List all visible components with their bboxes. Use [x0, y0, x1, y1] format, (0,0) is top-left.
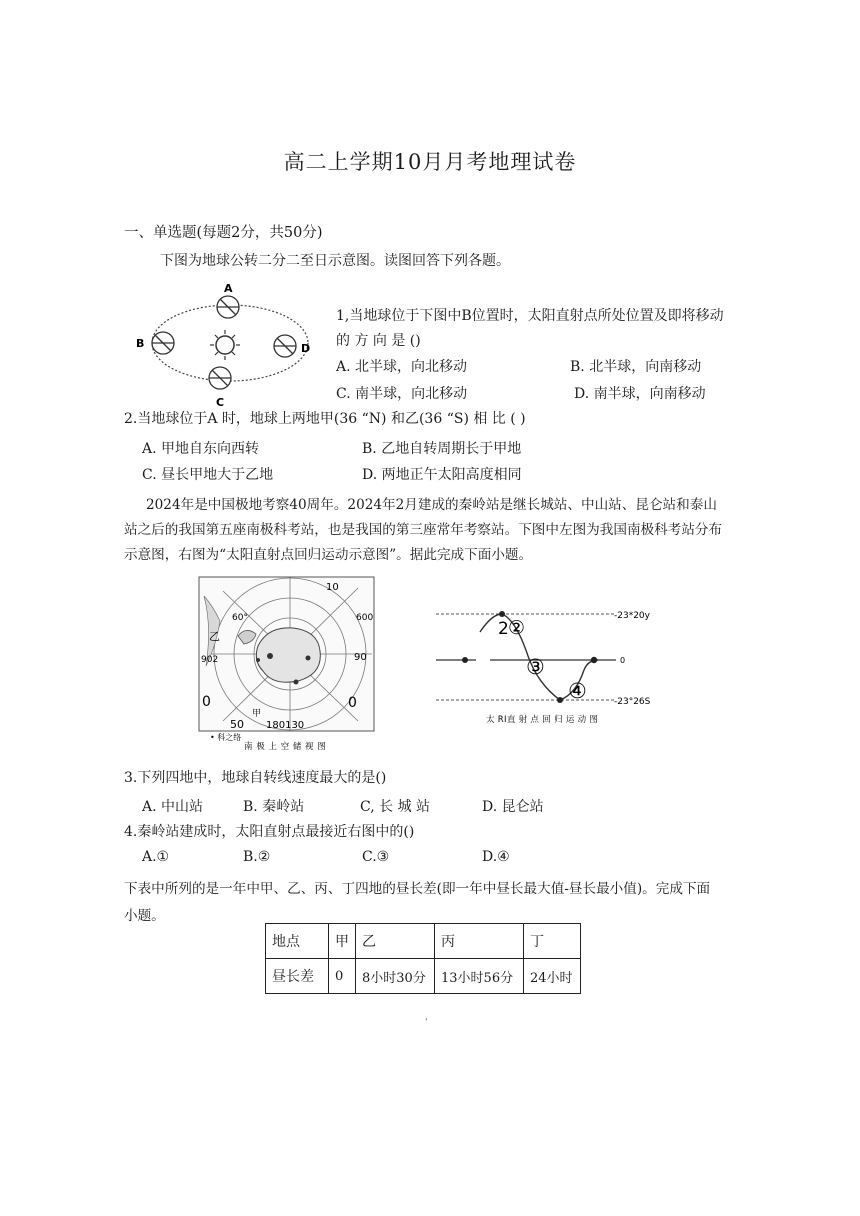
table-cell: 地点: [266, 924, 329, 959]
table-cell: 昼长差: [266, 959, 329, 994]
sun-migration-diagram: [432, 604, 664, 728]
map-label-10: 10: [326, 582, 339, 593]
q1-stem-line1: 1,当地球位于下图中B位置时，太阳直射点所处位置及即将移动: [336, 308, 724, 324]
orbit-label-c: C: [216, 396, 225, 409]
table-cell: 13小时56分: [435, 959, 524, 994]
map-label-60deg: 60°: [232, 613, 248, 623]
earth-c-icon: [209, 367, 231, 389]
orbit-label-d: D: [301, 342, 311, 355]
map-caption: 南 极 上 空 储 视 图: [244, 742, 327, 752]
table-cell: 丙: [435, 924, 524, 959]
q3-option-d: D. 昆仑站: [482, 799, 544, 815]
q1-option-b: B. 北半球，向南移动: [570, 359, 702, 375]
sun-marker-circle2: ②: [508, 617, 526, 639]
intro-text: 下图为地球公转二分二至日示意图。读图回答下列各题。: [160, 253, 510, 269]
passage-line1: 2024年是中国极地考察40周年。2024年2月建成的秦岭站是继长城站、中山站、昆仑站和泰山: [146, 497, 717, 513]
sun-icon: [210, 330, 240, 360]
q2-option-b: B. 乙地自转周期长于甲地: [362, 441, 522, 457]
q1-option-a: A. 北半球，向北移动: [336, 359, 468, 375]
q2-option-c: C. 昼长甲地大于乙地: [142, 467, 274, 483]
orbit-label-a: A: [224, 282, 233, 295]
q4-option-d: D.④: [482, 849, 510, 865]
map-label-180130: 180130: [266, 720, 305, 731]
map-label-0-right: 0: [348, 695, 357, 711]
q3-option-c: C, 长 城 站: [360, 799, 431, 815]
day-length-table: [265, 923, 581, 994]
q2-option-a: A. 甲地自东向西转: [142, 441, 260, 457]
earth-a-icon: [217, 296, 239, 318]
sun-caption: 太 RI直 射 点 回 归 运 动 图: [486, 715, 599, 725]
sun-marker-circle4: ④: [568, 679, 587, 703]
sun-marker-circle3: ③: [526, 655, 545, 679]
q4-option-a: A.①: [142, 849, 170, 865]
orbit-label-b: B: [136, 337, 145, 350]
passage3-line2: 小题。: [124, 908, 165, 924]
q4-option-b: B.②: [243, 849, 271, 865]
earth-b-icon: [152, 332, 174, 354]
q2-stem: 2.当地球位于A 时，地球上两地甲(36 “N) 和乙(36 “S) 相 比 ( ): [124, 411, 526, 427]
section-heading: 一、单选题(每题2分，共50分): [124, 225, 323, 241]
passage-line3: 示意图，右图为“太阳直射点回归运动示意图”。据此完成下面小题。: [124, 547, 533, 563]
table-cell: 甲: [329, 924, 356, 959]
q1-stem-line2: 的 方 向 是 (): [336, 333, 421, 349]
table-cell: 8小时30分: [356, 959, 435, 994]
q3-option-b: B. 秦岭站: [243, 799, 305, 815]
map-label-jia: 甲: [252, 709, 262, 719]
antarctica-map: [198, 576, 376, 752]
sun-label-bottom: -23°26S: [614, 697, 651, 707]
table-row: [266, 959, 581, 994]
sun-label-top: -23*20y: [614, 611, 650, 621]
table-cell: 24小时: [524, 959, 581, 994]
map-label-yi: 乙: [209, 630, 220, 643]
earth-d-icon: [274, 335, 296, 357]
q2-option-d: D. 两地正午太阳高度相同: [362, 467, 522, 483]
map-label-90: 90: [354, 652, 367, 663]
map-label-902: 902: [201, 655, 219, 665]
q1-option-c: C. 南半球，向北移动: [336, 386, 468, 402]
map-label-50: 50: [230, 718, 244, 731]
map-label-0-left: 0: [202, 694, 211, 710]
q1-option-d: D. 南半球，向南移动: [574, 386, 706, 402]
page-mark: ': [425, 1018, 428, 1028]
passage-line2: 站之后的我国第五座南极科考站，也是我国的第三座常年考察站。下图中左图为我国南极科考站分布: [124, 522, 723, 538]
orbit-diagram: [130, 280, 330, 410]
table-cell: 乙: [356, 924, 435, 959]
q3-stem: 3.下列四地中，地球自转线速度最大的是(): [124, 770, 387, 786]
q4-option-c: C.③: [362, 849, 390, 865]
map-label-600: 600: [356, 613, 374, 623]
table-cell: 丁: [524, 924, 581, 959]
map-note: • 科之络: [210, 733, 242, 742]
q4-stem: 4.秦岭站建成时，太阳直射点最接近右图中的(): [124, 824, 415, 840]
sun-marker-2: 2: [498, 619, 509, 639]
passage3-line1: 下表中所列的是一年中甲、乙、丙、丁四地的昼长差(即一年中昼长最大值-昼长最小值)。完成下面: [124, 881, 711, 897]
q3-option-a: A. 中山站: [142, 799, 204, 815]
table-row: [266, 924, 581, 959]
sun-label-mid: 0: [620, 656, 626, 665]
table-cell: 0: [329, 959, 356, 994]
page-title: 高二上学期10月月考地理试卷: [283, 150, 577, 174]
